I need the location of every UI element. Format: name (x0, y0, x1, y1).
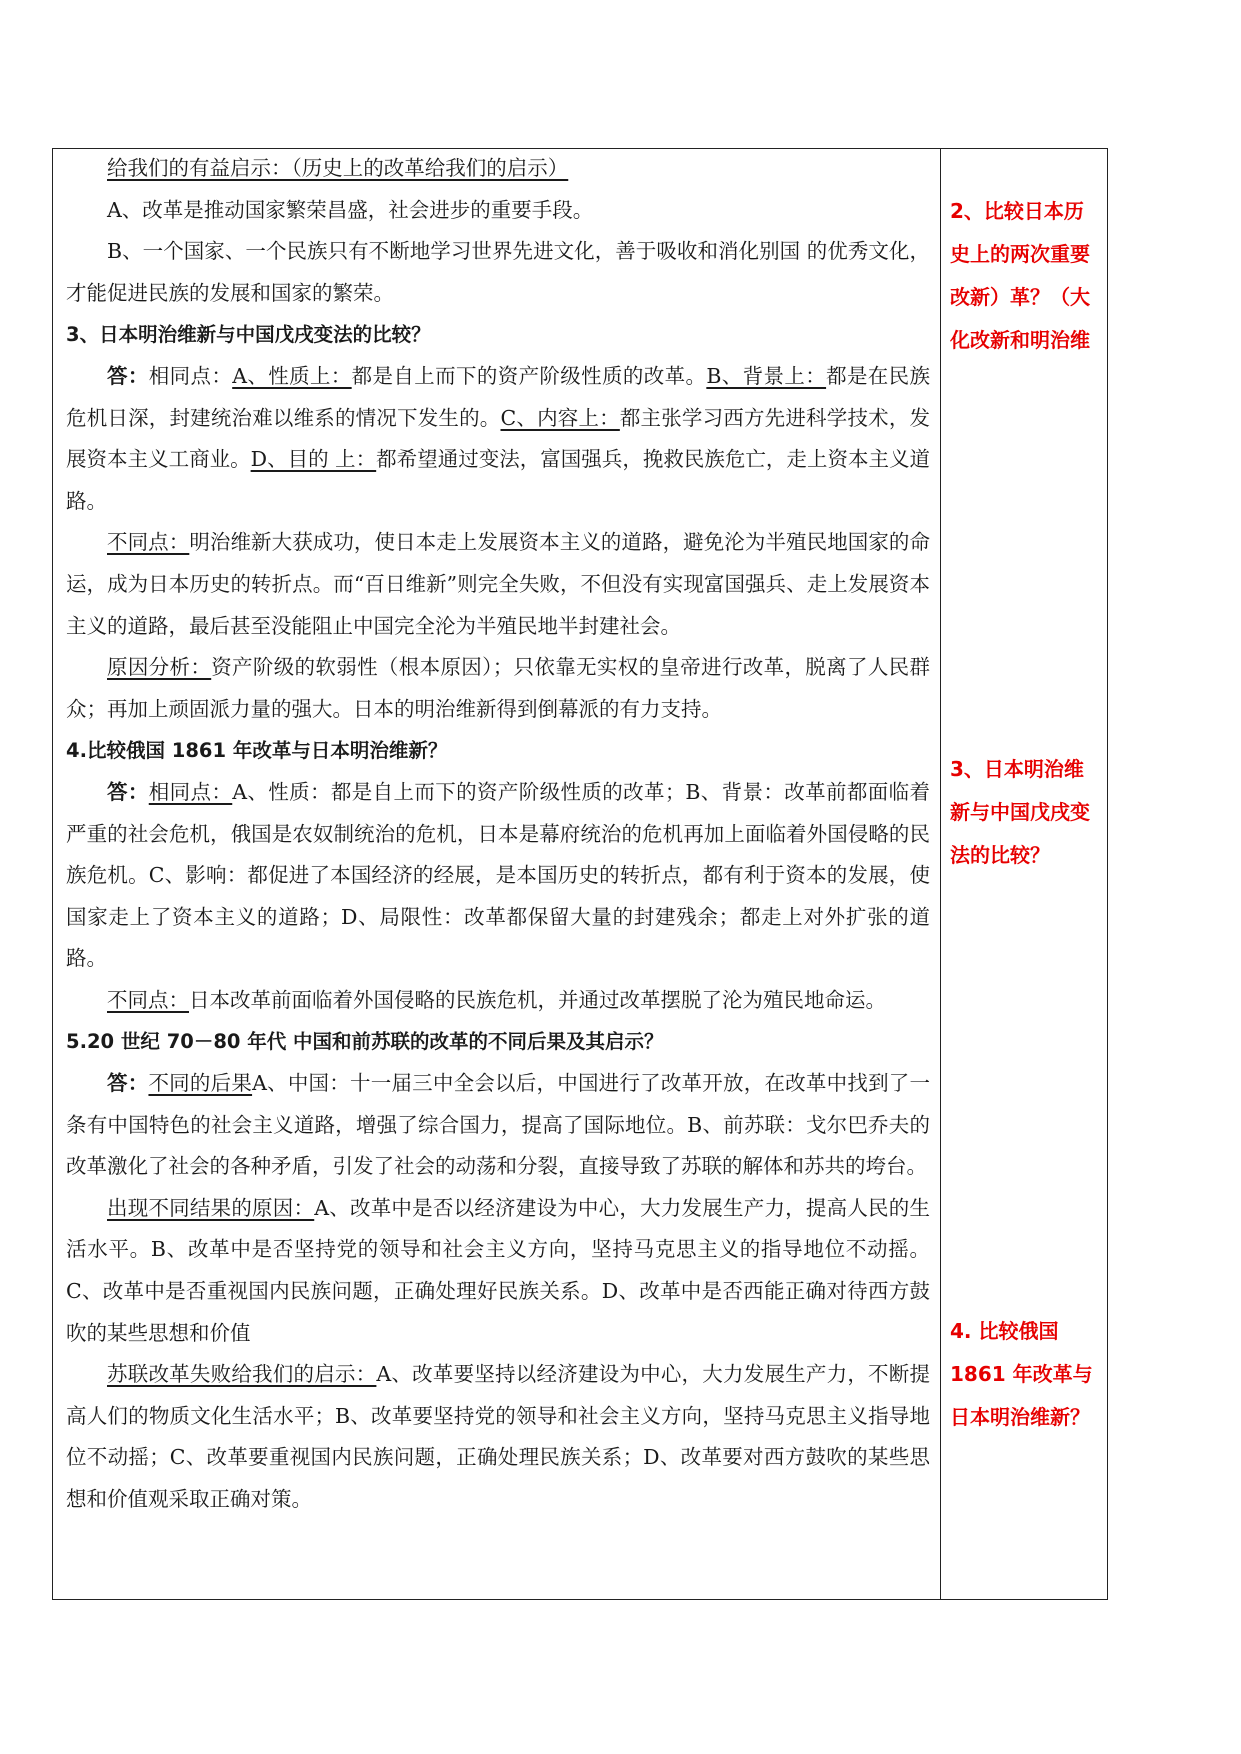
answer-label: 答： (107, 363, 149, 388)
reason-label: 原因分析： (107, 655, 212, 680)
question-3-title: 3、日本明治维新与中国戊戌变法的比较？ (66, 323, 431, 347)
background-text: 都是在民族危机日深，封建统治难以维系的情况下发生的。 (66, 363, 931, 430)
purpose-label: D、目的 上： (250, 447, 377, 472)
side-note-2: 2、比较日本历史上的两次重要改新）革？（大化改新和明治维 (950, 199, 1090, 352)
consequences-label: 不同的后果 (148, 1071, 253, 1096)
lessons-label: 苏联改革失败给我们的启示： (107, 1362, 377, 1387)
question-5-consequences (66, 1063, 930, 1188)
main-column (66, 148, 930, 1521)
side-note-4: 4. 比较俄国 1861 年改革与日本明治维新？ (950, 1319, 1093, 1429)
lesson-heading (66, 148, 930, 190)
differences-label: 不同点： (107, 987, 189, 1012)
answer-label: 答： (107, 779, 149, 804)
question-4-title: 4.比较俄国 1861 年改革与日本明治维新？ (66, 739, 448, 763)
consequences-text: A、中国：十一届三中全会以后，中国进行了改革开放，在改革中找到了一条有中国特色的社会主义道路，增强了综合国力，提高了国际地位。B、前苏联：戈尔巴乔夫的改革激化了社会的各种矛盾，引发了社会的动荡和分裂，直接导致了苏联的解体和苏共的垮台。 (66, 1071, 931, 1179)
question-4-similarities (66, 772, 930, 980)
column-divider (940, 148, 941, 1600)
purpose-text: 都希望通过变法，富国强兵，挽救民族危亡，走上资本主义道路。 (66, 447, 931, 513)
similarities-text: A、性质：都是自上而下的资产阶级性质的改革；B、背景：改革前都面临着严重的社会危机，俄国是农奴制统治的危机，日本是幕府统治的危机再加上面临着外国侵略的民族危机。C、影响：都促进了本国经济的经展，是本国历史的转折点，都有利于资本的发展，使国家走上了资本主义的道路；D、局限性：改革都保留大量的封建残余；都走上对外扩张的道路。 (66, 779, 931, 971)
nature-label: A、性质上： (232, 363, 352, 388)
question-3-differences (66, 522, 930, 647)
question-3-similarities (66, 356, 930, 522)
differences-text: 日本改革前面临着外国侵略的民族危机，并通过改革摆脱了沦为殖民地命运。 (189, 987, 886, 1012)
causes-text: A、改革中是否以经济建设为中心，大力发展生产力，提高人民的生活水平。B、改革中是否坚持党的领导和社会主义方向，坚持马克思主义的指导地位不动摇。C、改革中是否重视国内民族问题，正确处理好民族关系。D、改革中是否西能正确对待西方鼓吹的某些思想和价值 (66, 1195, 930, 1345)
differences-label: 不同点： (107, 530, 190, 555)
lesson-title: 给我们的有益启示：（历史上的改革给我们的启示） (107, 156, 569, 180)
question-3-reasons (66, 647, 930, 730)
lesson-point-a: A、改革是推动国家繁荣昌盛，社会进步的重要手段。 (107, 197, 594, 222)
question-5-title: 5.20 世纪 70－80 年代 中国和前苏联的改革的不同后果及其启示？ (66, 1030, 664, 1054)
nature-text: 都是自上而下的资产阶级性质的改革。 (351, 363, 707, 388)
answer-label: 答： (107, 1071, 149, 1096)
question-5-causes (66, 1188, 930, 1354)
reason-text: 资产阶级的软弱性（根本原因）；只依靠无实权的皇帝进行改革，脱离了人民群众；再加上顽固派力量的强大。日本的明治维新得到倒幕派的有力支持。 (66, 655, 931, 721)
question-4-differences (66, 980, 930, 1022)
lessons-text: A、改革要坚持以经济建设为中心，大力发展生产力，不断提高人们的物质文化生活水平；B、改革要坚持党的领导和社会主义方向，坚持马克思主义指导地位不动摇；C、改革要重视国内民族问题，正确处理民族关系；D、改革要对西方鼓吹的某些思想和价值观采取正确对策。 (66, 1362, 931, 1511)
similarities-label: 相同点： (148, 779, 233, 804)
causes-label: 出现不同结果的原因： (107, 1195, 315, 1220)
content-label: C、内容上： (500, 405, 620, 430)
question-5-lessons (66, 1354, 930, 1520)
lesson-point-b: B、一个国家、一个民族只有不断地学习世界先进文化，善于吸收和消化别国 的优秀文化，才能促进民族的发展和国家的繁荣。 (66, 239, 930, 305)
background-label: B、背景上： (706, 363, 827, 388)
differences-text: 明治维新大获成功，使日本走上发展资本主义的道路，避免沦为半殖民地国家的命运，成为日本历史的转折点。而“百日维新”则完全失败，不但没有实现富国强兵、走上发展资本主义的道路，最后甚至没能阻止中国完全沦为半殖民地半封建社会。 (66, 530, 931, 638)
content-text: 都主张学习西方先进科学技术，发展资本主义工商业。 (66, 405, 931, 472)
similarities-label: 相同点： (148, 363, 233, 388)
side-note-3: 3、日本明治维新与中国戊戌变法的比较？ (950, 757, 1090, 867)
